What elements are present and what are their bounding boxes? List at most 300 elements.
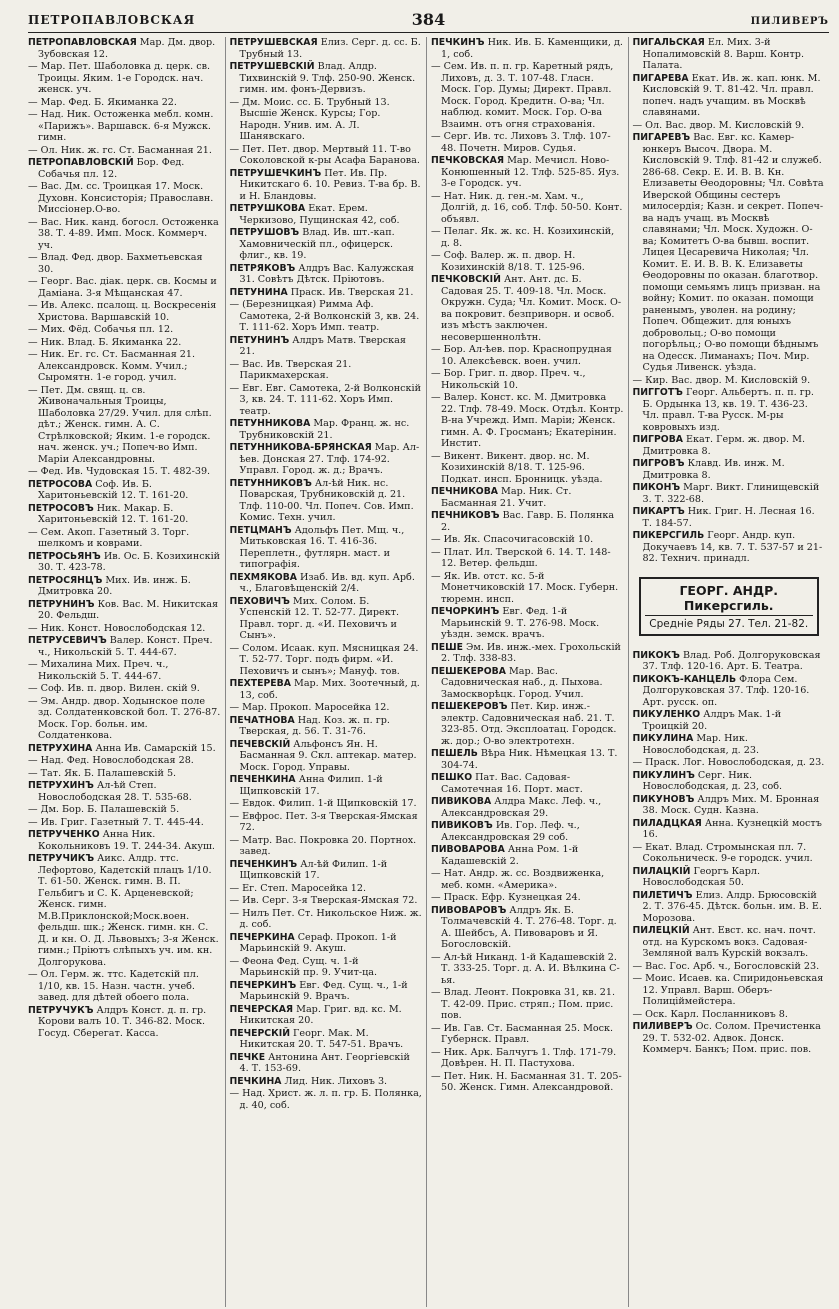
directory-entry bbox=[230, 335, 423, 358]
directory-entry bbox=[230, 835, 423, 858]
entry-text: Ал-ѣй Филип. 1-й Щипковскій 17. bbox=[239, 858, 388, 881]
directory-entry bbox=[28, 853, 221, 968]
entry-surname: ПЕТРОСЬЯНЪ bbox=[28, 550, 101, 562]
entry-surname: ПИВОВАРОВЪ bbox=[431, 904, 507, 916]
entry-text: — Евдок. Филип. 1-й Щипковскій 17. bbox=[229, 798, 417, 809]
entry-text: — Дм. Моис. сс. Б. Трубный 13. Высшіе Женск. Курсы; Гор. Народн. Унив. им. А. Л. Шанявскаго. bbox=[229, 96, 390, 142]
entry-surname: ПЕЧАТНОВА bbox=[229, 714, 295, 726]
entry-surname: ПИКУНОВЪ bbox=[632, 793, 695, 805]
directory-entry bbox=[28, 97, 221, 109]
page-number: 384 bbox=[411, 10, 446, 29]
entry-text: Валер. Конст. Преч. ч., Никольскій 5. Т. 444-67. bbox=[38, 635, 213, 658]
entry-text: — Оск. Карл. Посланниковъ 8. bbox=[632, 1008, 788, 1020]
entry-surname: ПЕТРОПАВЛОВСКАЯ bbox=[28, 37, 137, 48]
directory-entry bbox=[230, 980, 423, 1003]
directory-entry bbox=[230, 908, 423, 931]
directory-entry bbox=[431, 748, 624, 771]
entry-text: — Сем. Ив. п. п. гр. Каретный рядъ, Лиховъ, д. 3. Т. 107-48. Гласн. Моск. Гор. Думы; Директ. Правл. Моск. Город. Кредитн. О-ва; Чл. наблюд. комит. Моск. Гор. О-ва Взаимн. отъ огня страхованія. bbox=[431, 61, 614, 130]
entry-surname: ПИЛАЦКІЙ bbox=[632, 865, 691, 877]
directory-entry bbox=[633, 794, 826, 817]
entry-text: — Ег. Степ. Маросейка 12. bbox=[229, 882, 367, 894]
entry-text: Над. Коз. ж. п. гр. Тверская, д. 56. Т. 31-76. bbox=[239, 714, 390, 737]
directory-entry bbox=[28, 503, 221, 526]
entry-surname: ПЕЧЕРСКАЯ bbox=[229, 1003, 294, 1015]
entry-text: Елиз. Алдр. Брюсовскій 2. Т. 376-45. Дѣтск. больн. им. В. Е. Морозова. bbox=[642, 889, 822, 924]
directory-entry bbox=[431, 344, 624, 367]
entry-text: Ков. Вас. М. Никитская 20. Фельдш. bbox=[38, 598, 219, 621]
directory-entry bbox=[28, 109, 221, 144]
entry-text: Анна. Кузнецкій мостъ 16. bbox=[642, 817, 822, 840]
directory-entry bbox=[633, 132, 826, 374]
directory-entry bbox=[28, 755, 221, 767]
entry-text: Ел. Мих. 3-й Нопалимовскій 8. Варш. Контр. Палата. bbox=[642, 37, 804, 71]
directory-entry bbox=[230, 715, 423, 738]
directory-entry bbox=[28, 385, 221, 466]
entry-text: Алдръ Матв. Тверская 21. bbox=[239, 334, 406, 357]
entry-text: Сераф. Прокоп. 1-й Марьинскій 9. Акуш. bbox=[239, 931, 397, 954]
entry-text: — Ив. Як. Спасочигасовскій 10. bbox=[431, 534, 594, 545]
directory-entry bbox=[431, 987, 624, 1022]
entry-text: — Ол. Герм. ж. ттс. Кадетскій пл. 1/10, кв. 15. Назн. частн. учеб. завед. для дѣтей обоего пола. bbox=[28, 969, 199, 1003]
entry-text: — Бор. Ал-ѣев. пор. Краснопрудная 10. Алексѣевск. воен. учил. bbox=[431, 344, 612, 367]
directory-entry bbox=[633, 1009, 826, 1021]
entry-text: Алдръ Мих. М. Бронная 38. Моск. Судн. Казна. bbox=[642, 793, 820, 816]
directory-entry bbox=[230, 1052, 423, 1075]
entry-surname: ПЕТУННИКОВА bbox=[229, 418, 311, 429]
entry-text: — Георг. Вас. діак. церк. св. Космы и Даміана. 3-я Мѣщанская 47. bbox=[28, 276, 217, 299]
entry-text: Анна Ник. Кокольниковъ 19. Т. 244-34. Акуш. bbox=[38, 829, 215, 852]
entry-surname: ПЕТРОСЯНЦЪ bbox=[28, 574, 103, 586]
directory-entry bbox=[431, 274, 624, 343]
directory-entry bbox=[230, 932, 423, 955]
entry-text: — Ал-ѣй Никанд. 1-й Кадашевскій 2. Т. 333-25. Торг. д. А. И. Вѣлкина С-ья. bbox=[431, 951, 620, 986]
entry-text: Ант. Евст. кс. нач. почт. отд. на Курскомъ вокз. Садовая-Земляной валъ Курскій вокзалъ. bbox=[642, 925, 816, 959]
directory-entry bbox=[431, 1023, 624, 1046]
directory-entry bbox=[230, 383, 423, 418]
directory-entry bbox=[28, 276, 221, 299]
directory-entry bbox=[230, 203, 423, 226]
entry-text: Георг. Мак. М. Никитская 20. Т. 547-51. Врачъ. bbox=[239, 1027, 404, 1050]
directory-entry bbox=[633, 770, 826, 793]
entry-surname: ПЕТРУШКОВА bbox=[229, 203, 306, 214]
entry-text: Мар. Мечисл. Ново-Конюшенный 12. Тлф. 525-85. Яуз. 3-е Городск. уч. bbox=[441, 155, 620, 189]
entry-surname: ПЕШЕКЕРОВА bbox=[431, 665, 506, 677]
entry-surname: ПИКОКЪ-КАНЦЕЛЬ bbox=[632, 673, 737, 685]
directory-entry bbox=[230, 702, 423, 714]
entry-text: — Валер. Конст. кс. М. Дмитровка 22. Тлф. 78-49. Моск. Отдѣл. Контр. В-на Учрежд. Имп. Маріи; Женск. гимн. А. Ф. Гросманъ; Екатерінин. Инстит. bbox=[431, 392, 624, 449]
entry-text: Евг. Фед. Сущ. ч., 1-й Марьинскій 9. Врачъ. bbox=[239, 979, 408, 1002]
directory-entry bbox=[633, 866, 826, 889]
entry-text: — Ив. Гав. Ст. Басманная 25. Моск. Губернск. Правл. bbox=[431, 1022, 614, 1045]
directory-entry bbox=[28, 324, 221, 336]
entry-surname: ПИЛИВЕРЪ bbox=[632, 1021, 693, 1032]
entry-text: Флора Сем. Долгоруковская 37. Тлф. 120-16. Арт. русск. оп. bbox=[642, 673, 810, 708]
entry-text: — Вас. Ник. канд. богосл. Остоженка 38. Т. 4-89. Имп. Моск. Коммерч. уч. bbox=[28, 216, 219, 251]
entry-text: — Сем. Акоп. Газетный 3. Торг. шелкомъ и коврами. bbox=[28, 526, 190, 549]
directory-entry bbox=[28, 466, 221, 478]
entry-text: Мар. Мих. Зоотечный, д. 13, соб. bbox=[239, 678, 420, 701]
entry-text: — Праск. Лог. Новослободская, д. 23. bbox=[632, 757, 825, 768]
directory-entry bbox=[431, 796, 624, 819]
directory-entry bbox=[230, 299, 423, 334]
directory-entry bbox=[431, 892, 624, 904]
entry-surname: ПЕЧЕВСКІЙ bbox=[229, 738, 291, 750]
ad-title: ГЕОРГ. АНДР. Пикерсгиль. bbox=[645, 583, 814, 616]
directory-entry bbox=[431, 642, 624, 665]
entry-text: — Дм. Бор. Б. Палашевскій 5. bbox=[28, 804, 180, 815]
entry-text: — Михалина Мих. Преч. ч., Никольскій 5. Т. 444-67. bbox=[28, 659, 169, 682]
entry-text: — Ив. Григ. Газетный 7. Т. 445-44. bbox=[28, 816, 204, 828]
entry-text: Ив. Ос. Б. Козихинскій 30. Т. 423-78. bbox=[38, 550, 221, 573]
entry-text: — Викент. Викент. двор. нс. М. Козихинскій 8/18. Т. 125-96. Подкат. инсп. Бронницк. уѣзда. bbox=[431, 450, 603, 485]
entry-text: Алдръ Як. Б. Толмачевскій 4. Т. 276-48. Торг. д. А. Шейбсъ, А. Пивоваровъ и Я. Богословскій. bbox=[441, 904, 617, 950]
entry-text: Пет. Кир. инж.-электр. Садовническая наб. 21. Т. 323-85. Отд. Эксплоатац. Городск. ж. дор.; О-во электротехн. bbox=[441, 701, 617, 747]
entry-surname: ПИКЕРСГИЛЬ bbox=[632, 530, 705, 541]
entry-surname: ПЕТУННИКОВА-БРЯНСКАЯ bbox=[229, 442, 372, 453]
directory-entry bbox=[633, 973, 826, 1008]
directory-entry bbox=[431, 820, 624, 843]
entry-text: Мар. Ник. Ст. Басманная 21. Учит. bbox=[441, 486, 572, 509]
entry-surname: ПИКУЛИНА bbox=[632, 733, 694, 744]
directory-entry bbox=[28, 157, 221, 180]
entry-surname: ПИГРОВЪ bbox=[632, 458, 685, 469]
directory-entry bbox=[431, 666, 624, 701]
directory-entry bbox=[230, 37, 423, 60]
directory-entry bbox=[633, 925, 826, 960]
entry-text: — Серг. Ив. тс. Лиховъ 3. Тлф. 107-48. Почетн. Миров. Судья. bbox=[431, 131, 611, 154]
ad-address: Средніе Ряды 27. Тел. 21-82. bbox=[649, 617, 809, 630]
directory-entry bbox=[28, 575, 221, 598]
directory-entry bbox=[633, 458, 826, 481]
entry-text: Влад. Роб. Долгоруковская 37. Тлф. 120-16. Арт. Б. Театра. bbox=[642, 649, 821, 672]
entry-text: — (Березницкая) Римма Аф. Самотека, 2-й Волконскій 3, кв. 24. Т. 111-62. Хоръ Имп. театр. bbox=[229, 299, 420, 333]
entry-text: — Нат. Андр. ж. сс. Воздвиженка, меб. комн. «Америка». bbox=[431, 868, 605, 891]
entry-surname: ПЕЧКЕ bbox=[229, 1051, 266, 1063]
entry-text: Ник. Макар. Б. Харитоньевскій 12. Т. 161-20. bbox=[38, 502, 189, 525]
directory-entry bbox=[230, 1028, 423, 1051]
entry-text: — Ив. Алекс. псалощ. ц. Воскресенія Христова. Варшавскій 10. bbox=[28, 300, 217, 323]
entry-surname: ПЕШКО bbox=[431, 772, 473, 783]
entry-text: Ив. Гор. Леф. ч., Александровская 29 соб. bbox=[441, 820, 580, 843]
entry-surname: ПЕЧЕНКИНЪ bbox=[229, 858, 298, 870]
directory-entry bbox=[28, 829, 221, 852]
directory-entry bbox=[230, 359, 423, 382]
entry-surname: ПЕТУНИНЪ bbox=[229, 334, 290, 346]
entry-text: Елиз. Серг. д. сс. Б. Трубный 13. bbox=[239, 37, 421, 60]
entry-text: Ник. Ив. Б. Каменщики, д. 1, соб. bbox=[441, 37, 623, 60]
entry-text: — Мар. Прокоп. Маросейка 12. bbox=[229, 702, 390, 713]
entry-text: Мар. Григ. вд. кс. М. Никитская 20. bbox=[239, 1003, 402, 1026]
directory-entry bbox=[230, 798, 423, 810]
entry-text: — Нилъ Пет. Ст. Никольское Ниж. ж. д. соб. bbox=[229, 907, 422, 930]
entry-text: — Над. Фед. Новослободская 28. bbox=[28, 755, 194, 766]
directory-entry bbox=[633, 387, 826, 433]
entry-surname: ПЕТРУШЕЧКИНЪ bbox=[229, 167, 322, 179]
entry-text: Мар. Вас. Садовническая наб., д. Пыхова. Замоскворѣцк. Город. Учил. bbox=[441, 665, 603, 700]
directory-entry bbox=[431, 155, 624, 190]
directory-entry bbox=[431, 451, 624, 486]
entry-surname: ПИГАРЕВЪ bbox=[632, 132, 691, 143]
entry-text: Серг. Ник. Новослободская, д. 23, соб. bbox=[642, 769, 783, 792]
entry-text: Адольфъ Пет. Мщ. ч., Митьковская 16. Т. 416-36. Переплетн., футлярн. маст. и типографія. bbox=[239, 524, 405, 570]
directory-entry bbox=[230, 811, 423, 834]
entry-text: Аикс. Алдр. ттс. Лефортово, Кадетскій плацъ 1/10. Т. 61-50. Женск. гимн. В. П. Гельбигъ и С. К. Арценевской; Женск. гимн. М.В.Приклонской;Моск.воен. фельдш. шк.; Женск. гимн. кн. С. Д. и кн. О. Д. Львовыхъ; 3-я Женск. гимн.; Пріютъ слѣпыхъ уч. им. кн. Долгорукова. bbox=[38, 853, 219, 968]
entry-text: Алдръ Вас. Калужская 31. Совѣтъ Дѣтск. Пріютовъ. bbox=[239, 262, 414, 285]
entry-surname: ПИГГОТЪ bbox=[632, 387, 683, 398]
entry-surname: ПЕШЕКЕРОВЪ bbox=[431, 701, 508, 712]
entry-text: — Мих. Фёд. Собачья пл. 12. bbox=[28, 324, 174, 335]
entry-surname: ПЕТРУЧУКЪ bbox=[28, 1004, 94, 1016]
directory-entry bbox=[28, 743, 221, 755]
entry-text: Вас. Евг. кс. Камер-юнкеръ Высоч. Двора. М. Кисловскій 9. Тлф. 81-42 и служеб. 286-68. Секр. Е. И. В. В. Кн. Елизаветы Ѳеодоровны; Чл. Совѣта Иверской Общины сестеръ милосердія; Казн. и секрет. Попеч-ва надъ учащ. въ Москвѣ славянами; Чл. Моск. Художн. О-ва; Комитетъ О-ва бывш. воспит. Лицея Цесаревича Николая; Чл. Комит. Е. И. В. В. К. Елизаветы Ѳеодоровны по оказан. благотвор. помощи семьямъ лицъ призван. на войну; Комит. по оказан. помощи раненымъ, уволен. на родину; Попеч. Общежит. для юныхъ добровольц.; О-во помощи погорѣльц.; О-во помощи бѣднымъ на Одесск. Лиманахъ; Поч. Мир. Судья Ливенск. уѣзда. bbox=[642, 132, 824, 373]
entry-text: — Ив. Серг. 3-я Тверская-Ямская 72. bbox=[229, 895, 418, 906]
entry-text: Альфонсъ Ян. Н. Басманная 9. Скл. аптекар. матер. Моск. Город. Управы. bbox=[239, 738, 417, 773]
directory-entry bbox=[28, 1005, 221, 1040]
entry-text: Пат. Вас. Садовая-Самотечная 16. Порт. маст. bbox=[441, 772, 583, 795]
entry-text: Праск. Ив. Тверская 21. bbox=[287, 286, 414, 298]
entry-text: Екат. Ерем. Черкизово, Пущинская 42, соб. bbox=[239, 203, 400, 226]
entry-text: Алдръ Конст. д. п. гр. Корови валъ 10. Т. 346-82. Моск. Госуд. Сберегат. Касса. bbox=[38, 1004, 207, 1039]
entry-text: — Влад. Леонт. Покровка 31, кв. 21. Т. 42-09. Прис. стряп.; Пом. прис. пов. bbox=[431, 987, 616, 1021]
entry-surname: ПЕЧКОВСКАЯ bbox=[431, 155, 505, 166]
entry-text: — Над. Христ. ж. л. п. гр. Б. Полянка, д. 40, соб. bbox=[229, 1088, 422, 1111]
entry-text: Бор. Фед. Собачья пл. 12. bbox=[38, 157, 185, 180]
directory-entry bbox=[633, 757, 826, 769]
directory-entry bbox=[431, 868, 624, 891]
directory-entry bbox=[28, 145, 221, 157]
entry-text: Мар. Франц. ж. нс. Трубниковскій 21. bbox=[239, 418, 410, 441]
entry-text: Влад. Алдр. Тихвинскій 9. Тлф. 250-90. Женск. гимн. им. фонъ-Дервизъ. bbox=[239, 61, 416, 95]
directory-entry bbox=[230, 1088, 423, 1111]
directory-entry bbox=[230, 739, 423, 774]
entry-surname: ПИКУЛЕНКО bbox=[632, 709, 701, 720]
directory-entry bbox=[230, 859, 423, 882]
directory-entry bbox=[431, 510, 624, 533]
entry-text: — Ник. Влад. Б. Якиманка 22. bbox=[28, 336, 182, 348]
entry-surname: ПЕТРУЧИКЪ bbox=[28, 853, 95, 864]
directory-entry bbox=[431, 250, 624, 273]
entry-text: — Матр. Вас. Покровка 20. Портнох. завед. bbox=[229, 834, 417, 857]
entry-text: — Вас. Гос. Арб. ч., Богословскій 23. bbox=[632, 960, 820, 972]
directory-entry bbox=[230, 97, 423, 143]
entry-surname: ПЕТРУХИНА bbox=[28, 742, 93, 754]
directory-entry bbox=[230, 287, 423, 299]
columns bbox=[28, 37, 829, 1307]
entry-text: — Солом. Исаак. куп. Мясницкая 24. Т. 52-77. Торг. подъ фирм. «И. Пеховичъ и сынъ»; Мануф. тов. bbox=[229, 642, 419, 677]
entry-surname: ПИГАЛЬСКАЯ bbox=[632, 37, 705, 48]
entry-text: Мар. Ник. Новослободская, д. 23. bbox=[642, 733, 760, 756]
entry-surname: ПИЛЕТИЧЪ bbox=[632, 889, 693, 901]
directory-entry bbox=[230, 883, 423, 895]
entry-text: Алдра Макс. Леф. ч., Александровская 29. bbox=[441, 796, 602, 819]
entry-text: — Вас. Ив. Тверская 21. Парикмахерская. bbox=[229, 358, 352, 381]
entry-text: Евг. Фед. 1-й Марьинскій 9. Т. 276-98. Моск. уѣздн. земск. врачъ. bbox=[441, 606, 600, 640]
entry-text: Лид. Ник. Лиховъ 3. bbox=[281, 1075, 388, 1087]
directory-entry bbox=[28, 969, 221, 1004]
directory-entry bbox=[431, 61, 624, 130]
entry-text: — Влад. Фед. двор. Бахметьевская 30. bbox=[28, 252, 203, 275]
entry-text: Анна Филип. 1-й Щипковскій 17. bbox=[239, 774, 383, 797]
column-4 bbox=[628, 37, 830, 1307]
entry-surname: ПИВИКОВЪ bbox=[431, 820, 493, 831]
directory-entry bbox=[28, 683, 221, 695]
directory-entry bbox=[28, 527, 221, 550]
entry-surname: ПЕЧКОВСКІЙ bbox=[431, 274, 501, 285]
entry-surname: ПЕЧКИНА bbox=[229, 1075, 282, 1087]
entry-text: — Нат. Ник. д. ген.-м. Хам. ч., Долгій, д. 16, соб. Тлф. 50-50. Конт. объявл. bbox=[431, 190, 623, 225]
entry-text: Мар. Дм. двор. Зубовская 12. bbox=[38, 37, 216, 60]
entry-surname: ПЕЧЕРКИНА bbox=[229, 931, 295, 943]
directory-entry bbox=[28, 479, 221, 502]
entry-surname: ПЕЧЕРКИНЪ bbox=[229, 979, 297, 991]
directory-entry bbox=[633, 482, 826, 505]
directory-entry bbox=[633, 650, 826, 673]
directory-entry bbox=[28, 300, 221, 323]
directory-entry bbox=[431, 701, 624, 747]
directory-entry bbox=[431, 1071, 624, 1094]
entry-text: — Соф. Ив. п. двор. Вилен. скій 9. bbox=[28, 683, 200, 694]
entry-text: — Ол. Вас. двор. М. Кисловскій 9. bbox=[632, 119, 805, 131]
directory-entry bbox=[28, 696, 221, 742]
directory-entry bbox=[431, 952, 624, 987]
directory-entry bbox=[28, 780, 221, 803]
advertisement-box bbox=[639, 577, 820, 636]
directory-entry bbox=[230, 144, 423, 167]
entry-surname: ПИГАРЕВА bbox=[632, 72, 689, 84]
directory-entry bbox=[230, 895, 423, 907]
directory-entry bbox=[230, 643, 423, 678]
directory-entry bbox=[230, 596, 423, 642]
entry-text: — Ол. Ник. ж. гс. Ст. Басманная 21. bbox=[28, 144, 212, 156]
entry-text: Ос. Солом. Пречистенка 29. Т. 532-02. Адвок. Донск. Коммерч. Банкъ; Пом. прис. пов. bbox=[642, 1021, 821, 1055]
entry-text: — Плат. Ил. Тверской 6. 14. Т. 148-12. Ветер. фельдш. bbox=[431, 546, 611, 569]
directory-entry bbox=[230, 61, 423, 96]
directory-entry bbox=[633, 674, 826, 709]
entry-surname: ПИВИКОВА bbox=[431, 796, 492, 807]
entry-text: Екат. Герм. ж. двор. М. Дмитровка 8. bbox=[642, 434, 806, 457]
entry-text: Марг. Викт. Глинищевскій 3. Т. 322-68. bbox=[642, 482, 820, 505]
entry-text: — Екат. Влад. Стромынская пл. 7. Сокольническ. 9-е городск. учил. bbox=[632, 841, 813, 864]
entry-surname: ПЕТРОСОВА bbox=[28, 478, 93, 490]
entry-surname: ПЕТУННИКОВЪ bbox=[229, 477, 312, 489]
entry-text: Изаб. Ив. вд. куп. Арб. ч., Благовѣщенскій 2/4. bbox=[239, 571, 415, 594]
entry-surname: ПИЛАДЦКАЯ bbox=[632, 817, 702, 829]
entry-text: Георг. Альбертъ. п. п. гр. Б. Ордынка 13, кв. 19. Т. 436-23. Чл. правл. Т-ва Русск. М-ры ковровыхъ изд. bbox=[642, 387, 814, 433]
directory-entry bbox=[633, 733, 826, 756]
directory-entry bbox=[230, 418, 423, 441]
entry-text: — Моис. Исаев. ка. Спиридоньевская 12. Управл. Варш. Оберъ-Полиціймейстера. bbox=[632, 973, 824, 1007]
directory-entry bbox=[431, 844, 624, 867]
directory-entry bbox=[633, 120, 826, 132]
entry-surname: ПЕЧЕНКИНА bbox=[229, 774, 296, 785]
directory-entry bbox=[28, 768, 221, 780]
directory-entry bbox=[633, 842, 826, 865]
entry-text: Клавд. Ив. инж. М. Дмитровка 8. bbox=[642, 458, 785, 481]
directory-entry bbox=[431, 131, 624, 154]
directory-entry bbox=[28, 599, 221, 622]
directory-entry bbox=[633, 1021, 826, 1056]
directory-entry bbox=[431, 486, 624, 509]
directory-entry bbox=[28, 623, 221, 635]
entry-surname: ПИЛЕЦКІЙ bbox=[632, 925, 690, 936]
directory-entry bbox=[633, 506, 826, 529]
directory-entry bbox=[28, 61, 221, 96]
directory-entry bbox=[431, 571, 624, 606]
directory-entry bbox=[28, 659, 221, 682]
entry-text: Мар. Ал-ѣев. Донская 27. Тлф. 174-92. Управл. Город. ж. д.; Врачъ. bbox=[239, 442, 420, 476]
directory-entry bbox=[230, 168, 423, 203]
directory-entry bbox=[230, 263, 423, 286]
entry-surname: ПЕТРУШЕВСКІЙ bbox=[229, 61, 315, 72]
entry-text: Георгъ Карл. Новослободская 50. bbox=[642, 865, 761, 888]
directory-entry bbox=[28, 252, 221, 275]
entry-surname: ПЕТРУШЕВСКАЯ bbox=[229, 37, 318, 48]
directory-entry bbox=[28, 181, 221, 216]
entry-surname: ПЕТРУХИНЪ bbox=[28, 780, 94, 791]
directory-entry bbox=[230, 774, 423, 797]
entry-text: Ник. Григ. Н. Лесная 16. Т. 184-57. bbox=[642, 506, 815, 529]
directory-entry bbox=[633, 961, 826, 973]
directory-entry bbox=[28, 817, 221, 829]
entry-text: — Фед. Ив. Чудовская 15. Т. 482-39. bbox=[28, 466, 211, 477]
directory-entry bbox=[230, 478, 423, 524]
directory-entry bbox=[633, 434, 826, 457]
entry-surname: ПИГРОВА bbox=[632, 434, 683, 445]
entry-surname: ПИВОВАРОВА bbox=[431, 844, 505, 855]
entry-text: — Пет. Пет. двор. Мертвый 11. Т-во Соколовской к-ры Асафа Баранова. bbox=[229, 143, 420, 166]
entry-text: — Кир. Вас. двор. М. Кисловскій 9. bbox=[632, 374, 811, 386]
entry-text: Вѣра Ник. Нѣмецкая 13. Т. 304-74. bbox=[441, 748, 618, 771]
directory-entry bbox=[633, 530, 826, 565]
directory-entry bbox=[28, 635, 221, 658]
column-3 bbox=[426, 37, 628, 1307]
directory-entry bbox=[230, 1076, 423, 1088]
entry-text: — Як. Ив. отст. кс. 5-й Монетчиковскій 17. Моск. Губерн. тюремн. инсп. bbox=[431, 570, 619, 605]
entry-text: — Тат. Як. Б. Палашевскій 5. bbox=[28, 767, 177, 779]
entry-text: Мих. Солом. Б. Успенскій 12. Т. 52-77. Директ. Правл. торг. д. «И. Пеховичъ и Сынъ». bbox=[239, 595, 400, 641]
entry-text: Эм. Ив. инж.-мех. Грохольскій 2. Тлф. 338-83. bbox=[441, 641, 621, 664]
column-1 bbox=[28, 37, 225, 1307]
entry-text: — Евфрос. Пет. 3-я Тверская-Ямская 72. bbox=[229, 810, 418, 833]
entry-text: Анна Ив. Самарскій 15. bbox=[92, 742, 216, 754]
entry-text: Соф. Ив. Б. Харитоньевскій 12. Т. 161-20. bbox=[38, 478, 189, 501]
running-head-left: ПЕТРОПАВЛОВСКАЯ bbox=[28, 13, 196, 27]
directory-entry bbox=[431, 37, 624, 60]
directory-entry bbox=[431, 1047, 624, 1070]
directory-entry bbox=[633, 73, 826, 119]
entry-text: — Вас. Дм. сс. Троицкая 17. Моск. Духовн. Консисторія; Православн. Миссіонер.О-во. bbox=[28, 181, 214, 215]
directory-entry bbox=[230, 227, 423, 262]
entry-surname: ПЕТРЯКОВЪ bbox=[229, 262, 296, 274]
directory-entry bbox=[230, 956, 423, 979]
entry-text: Екат. Ив. ж. кап. юнк. М. Кисловскій 9. Т. 81-42. Чл. правл. попеч. надъ учащим. въ Москвѣ славянами. bbox=[642, 72, 821, 118]
directory-entry bbox=[431, 772, 624, 795]
entry-text: Анна Ром. 1-й Кадашевскій 2. bbox=[441, 844, 579, 867]
directory-entry bbox=[431, 534, 624, 546]
directory-entry bbox=[230, 572, 423, 595]
entry-text: — Ник. Ег. гс. Ст. Басманная 21. Александровск. Комм. Учил.; Сыромятн. 1-е город. учил. bbox=[28, 349, 196, 383]
entry-surname: ПЕТРУСЕВИЧЪ bbox=[28, 635, 107, 646]
directory-entry bbox=[230, 1004, 423, 1027]
entry-text: Вас. Гавр. Б. Полянка 2. bbox=[441, 510, 615, 533]
directory-entry bbox=[633, 709, 826, 732]
directory-entry bbox=[28, 217, 221, 252]
entry-text: — Эм. Андр. двор. Ходынское поле зд. Солдатенковской бол. Т. 276-87. Моск. Гор. больн. им. Солдатенкова. bbox=[28, 695, 221, 741]
entry-surname: ПЕТРУНИНЪ bbox=[28, 598, 95, 610]
entry-text: Алдръ Мак. 1-й Троицкій 20. bbox=[642, 709, 782, 732]
directory-entry bbox=[28, 551, 221, 574]
entry-surname: ПЕЧЕРСКІЙ bbox=[229, 1027, 290, 1039]
